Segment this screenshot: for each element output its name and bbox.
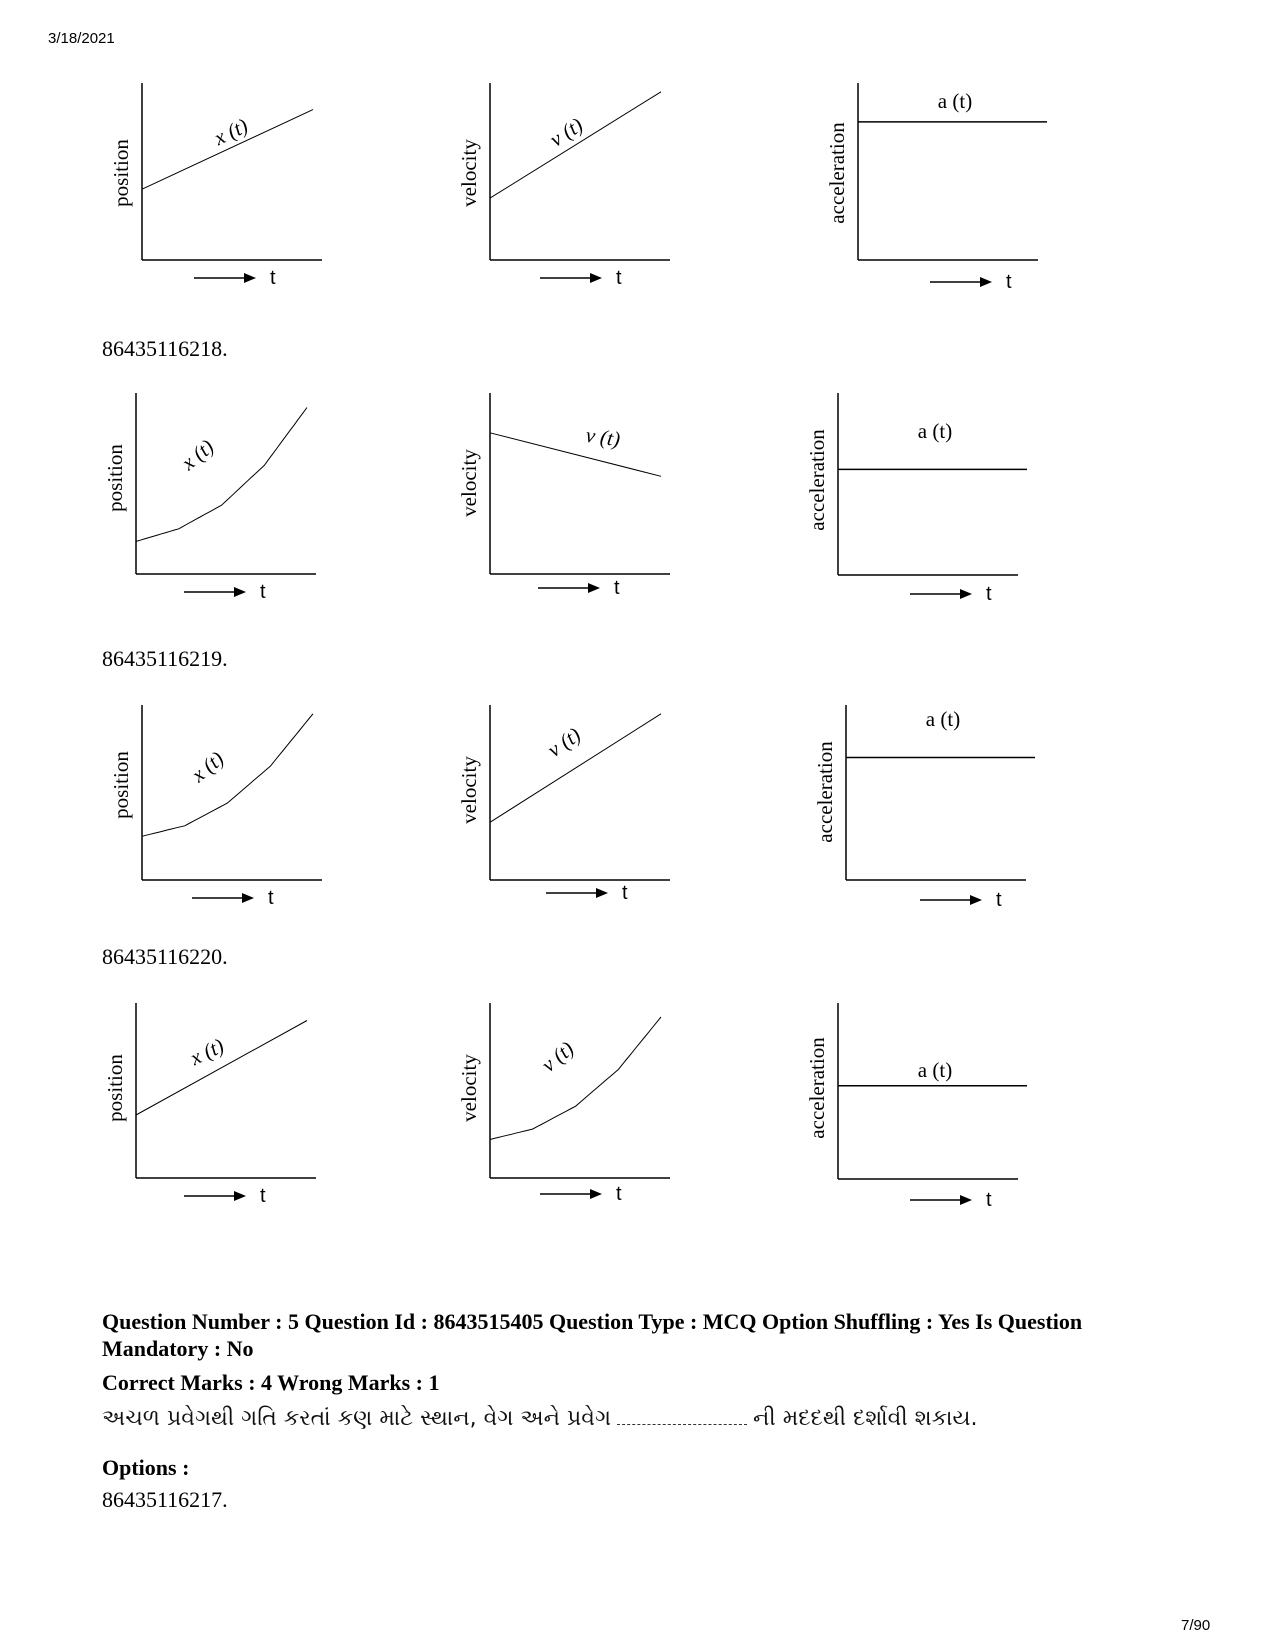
curve-label-x: x (t): [176, 434, 219, 475]
curve-label-x: x (t): [186, 1033, 228, 1071]
time-arrowhead: [590, 1189, 602, 1199]
axis-label-t: t: [616, 1183, 622, 1205]
curve-label-a: a (t): [937, 89, 973, 113]
graph-velocity-1: [452, 78, 682, 293]
axis-label-t: t: [260, 1185, 266, 1207]
curve-label-a: a (t): [925, 707, 961, 731]
v-curve: [490, 92, 661, 198]
axis-label-velocity: velocity: [457, 756, 481, 824]
question-text: [102, 1406, 1182, 1431]
axis-label-t: t: [986, 583, 992, 603]
axis-label-velocity: velocity: [457, 1054, 481, 1122]
option-id: 86435116219.: [102, 646, 228, 671]
time-arrowhead: [960, 1195, 972, 1205]
x-curve: [136, 1021, 307, 1116]
x-curve: [136, 408, 307, 542]
option-id: 86435116218.: [102, 336, 228, 361]
v-curve: [490, 433, 661, 477]
axis-label-t: t: [986, 1189, 992, 1211]
time-arrowhead: [596, 888, 608, 898]
time-arrowhead: [590, 273, 602, 283]
axis-label-position: position: [103, 444, 127, 512]
time-arrowhead: [234, 1191, 246, 1201]
question-marks: Correct Marks : 4 Wrong Marks : 1: [102, 1370, 440, 1395]
axis-label-t: t: [622, 882, 628, 904]
time-arrowhead: [970, 895, 982, 905]
fill-in-blank: [617, 1410, 747, 1425]
question-text-after-blank: ની મદદથી દર્શાવી શકાય.: [753, 1406, 978, 1431]
graph-acceleration-2: [800, 388, 1060, 603]
option-id: 86435116220.: [102, 944, 228, 969]
axis-label-position: position: [103, 1054, 127, 1122]
curve-label-x: x (t): [186, 746, 229, 787]
page-number: 7/90: [1181, 1617, 1211, 1634]
time-arrowhead: [244, 273, 256, 283]
graph-position-2: [98, 388, 328, 603]
curve-label-v: v (t): [545, 112, 588, 152]
graph-position-1: [104, 78, 334, 293]
axis-label-t: t: [996, 889, 1002, 911]
curve-label-v: v (t): [584, 422, 622, 452]
graph-position-4: [98, 998, 328, 1213]
graph-acceleration-1: [820, 78, 1080, 293]
x-curve: [142, 714, 313, 837]
graph-velocity-4: [452, 998, 682, 1213]
axis-label-position: position: [109, 139, 133, 207]
graph-acceleration-3: [808, 700, 1068, 915]
axis-label-t: t: [270, 267, 276, 289]
axis-label-acceleration: acceleration: [805, 429, 829, 531]
axis-label-acceleration: acceleration: [805, 1037, 829, 1139]
question-block: [102, 1308, 1182, 1513]
graph-position-3: [104, 700, 334, 915]
curve-label-v: v (t): [536, 1036, 579, 1077]
axis-label-t: t: [268, 887, 274, 909]
time-arrowhead: [242, 893, 254, 903]
axis-label-t: t: [616, 267, 622, 289]
options-label: Options :: [102, 1455, 190, 1480]
v-curve: [490, 1017, 661, 1140]
axis-label-t: t: [260, 581, 266, 603]
curve-label-x: x (t): [210, 113, 252, 151]
axis-label-acceleration: acceleration: [813, 741, 837, 843]
axis-label-t: t: [1006, 271, 1012, 293]
graph-acceleration-4: [800, 998, 1060, 1213]
curve-label-v: v (t): [543, 722, 585, 762]
axis-label-velocity: velocity: [457, 449, 481, 517]
curve-label-a: a (t): [917, 419, 953, 443]
time-arrowhead: [234, 587, 246, 597]
time-arrowhead: [588, 583, 600, 593]
print-date: 3/18/2021: [48, 30, 115, 47]
axis-label-acceleration: acceleration: [825, 122, 849, 224]
axis-label-position: position: [109, 751, 133, 819]
question-text-before-blank: અચળ પ્રવેગથી ગતિ કરતાં કણ માટે સ્થાન, વેગ અને પ્રવેગ: [102, 1406, 612, 1431]
time-arrowhead: [960, 589, 972, 599]
curve-label-a: a (t): [917, 1058, 953, 1082]
time-arrowhead: [980, 277, 992, 287]
question-header: Question Number : 5 Question Id : 8643515405 Question Type : MCQ Option Shuffling : Yes Is Question Mandatory : No: [102, 1309, 1083, 1361]
option-id: 86435116217.: [102, 1487, 228, 1512]
graph-velocity-2: [452, 388, 682, 603]
axis-label-t: t: [614, 577, 620, 599]
graph-velocity-3: [452, 700, 682, 915]
axis-label-velocity: velocity: [457, 139, 481, 207]
